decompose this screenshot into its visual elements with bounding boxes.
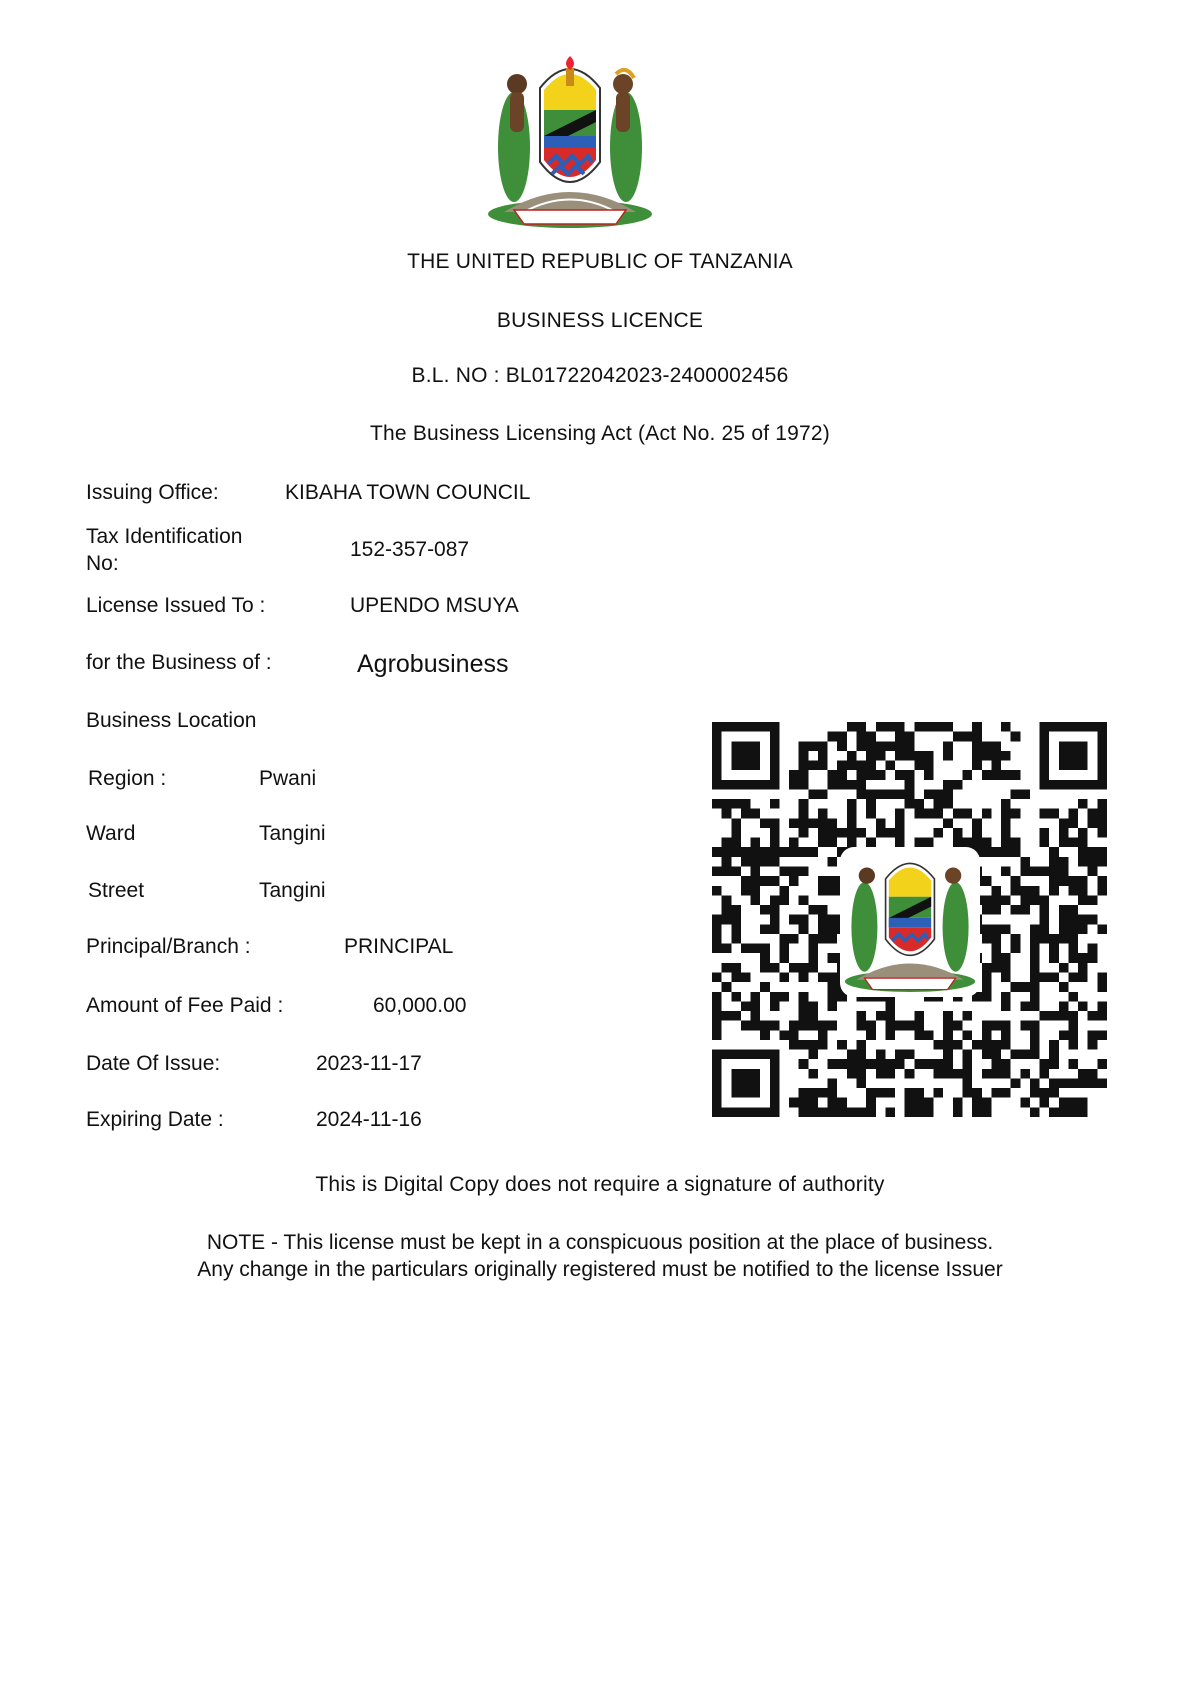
expiring-date-label: Expiring Date :: [86, 1108, 224, 1131]
tin-label: Tax Identification No:: [86, 525, 243, 575]
street-value: Tangini: [259, 879, 326, 902]
expiring-date-value: 2024-11-16: [316, 1108, 422, 1131]
tin-value: 152-357-087: [350, 538, 470, 561]
principal-branch-value: PRINCIPAL: [344, 935, 454, 958]
fee-paid-label: Amount of Fee Paid :: [86, 994, 284, 1017]
issued-to-label: License Issued To :: [86, 594, 266, 617]
qr-coat-of-arms-icon: [840, 847, 980, 997]
licence-number: B.L. NO : BL01722042023-2400002456: [411, 364, 789, 387]
region-label: Region :: [88, 767, 167, 790]
document-title: BUSINESS LICENCE: [496, 309, 704, 332]
business-location-heading: Business Location: [86, 709, 257, 732]
date-of-issue-value: 2023-11-17: [316, 1052, 422, 1075]
street-label: Street: [88, 879, 145, 902]
coat-of-arms-icon: [484, 52, 656, 230]
region-value: Pwani: [259, 767, 317, 790]
issuing-office-value: KIBAHA TOWN COUNCIL: [285, 481, 531, 504]
ward-value: Tangini: [259, 822, 326, 845]
act-reference: The Business Licensing Act (Act No. 25 of 1972): [370, 422, 830, 445]
issuing-office-label: Issuing Office:: [86, 481, 219, 504]
fee-paid-value: 60,000.00: [373, 994, 467, 1017]
principal-branch-label: Principal/Branch :: [86, 935, 251, 958]
business-of-label: for the Business of :: [86, 651, 272, 674]
licence-note: NOTE - This license must be kept in a conspicuous position at the place of business. Any change in the particulars originally registered must be notified to the license Issuer: [197, 1231, 1003, 1281]
digital-copy-notice: This is Digital Copy does not require a signature of authority: [315, 1173, 885, 1196]
date-of-issue-label: Date Of Issue:: [86, 1052, 221, 1075]
business-of-value: Agrobusiness: [357, 650, 509, 678]
country-heading: THE UNITED REPUBLIC OF TANZANIA: [407, 250, 793, 273]
qr-code-icon: [712, 722, 1107, 1117]
issued-to-value: UPENDO MSUYA: [350, 594, 519, 617]
ward-label: Ward: [86, 822, 136, 845]
